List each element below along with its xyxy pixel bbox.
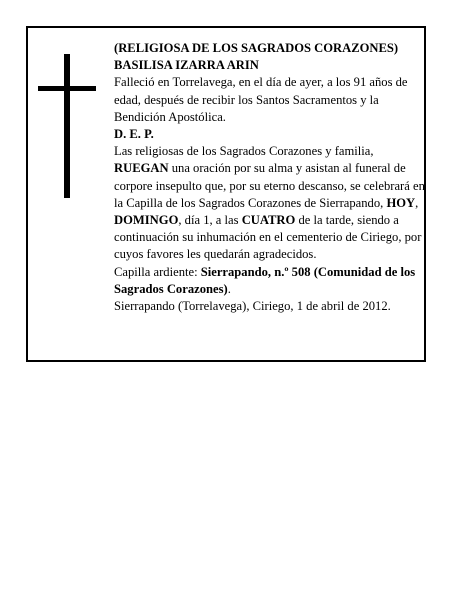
funeral-day-hoy: HOY bbox=[386, 195, 416, 210]
chapel-place: Sierrapando, n.º 508 (Comunidad de los Sagrados Corazones) bbox=[114, 264, 416, 296]
family-intro: Las religiosas de los Sagrados Corazones y familia, bbox=[114, 144, 374, 159]
notice-text bbox=[114, 40, 426, 315]
request-separator: , bbox=[415, 195, 419, 210]
chapel-label: Capilla ardiente: bbox=[114, 264, 201, 279]
funeral-hour: CUATRO bbox=[241, 213, 296, 228]
funeral-day-domingo: DOMINGO bbox=[114, 213, 179, 228]
request-text-2: , día 1, a las bbox=[178, 213, 242, 228]
cross-horizontal-bar bbox=[38, 86, 96, 91]
request-text-3: de la tarde, siendo a continuación su inhumación en el cementerio de Ciriego, por cuyos favores les quedarán agradecidos. bbox=[114, 213, 422, 262]
request-verb: RUEGAN bbox=[114, 161, 169, 176]
funeral-request bbox=[114, 160, 426, 263]
deceased-name: BASILISA IZARRA ARIN bbox=[114, 58, 259, 73]
place-date: Sierrapando (Torrelavega), Ciriego, 1 de abril de 2012. bbox=[114, 299, 391, 314]
request-text-1: una oración por su alma y asistan al funeral de corpore insepulto que, por su eterno descanso, se celebrará en la Capilla de los Sagrados Corazones de Sierrapando, bbox=[114, 161, 425, 210]
death-announcement: Falleció en Torrelavega, en el día de ayer, a los 91 años de edad, después de recibir los Santos Sacramentos y la Bendición Apostólica. bbox=[114, 75, 408, 124]
religious-order: (RELIGIOSA DE LOS SAGRADOS CORAZONES) bbox=[114, 41, 399, 55]
chapel-info bbox=[114, 264, 426, 298]
chapel-end: . bbox=[227, 281, 231, 296]
rest-in-peace: D. E. P. bbox=[114, 127, 154, 142]
cross-icon bbox=[38, 54, 96, 198]
cross-vertical-bar bbox=[64, 54, 70, 198]
